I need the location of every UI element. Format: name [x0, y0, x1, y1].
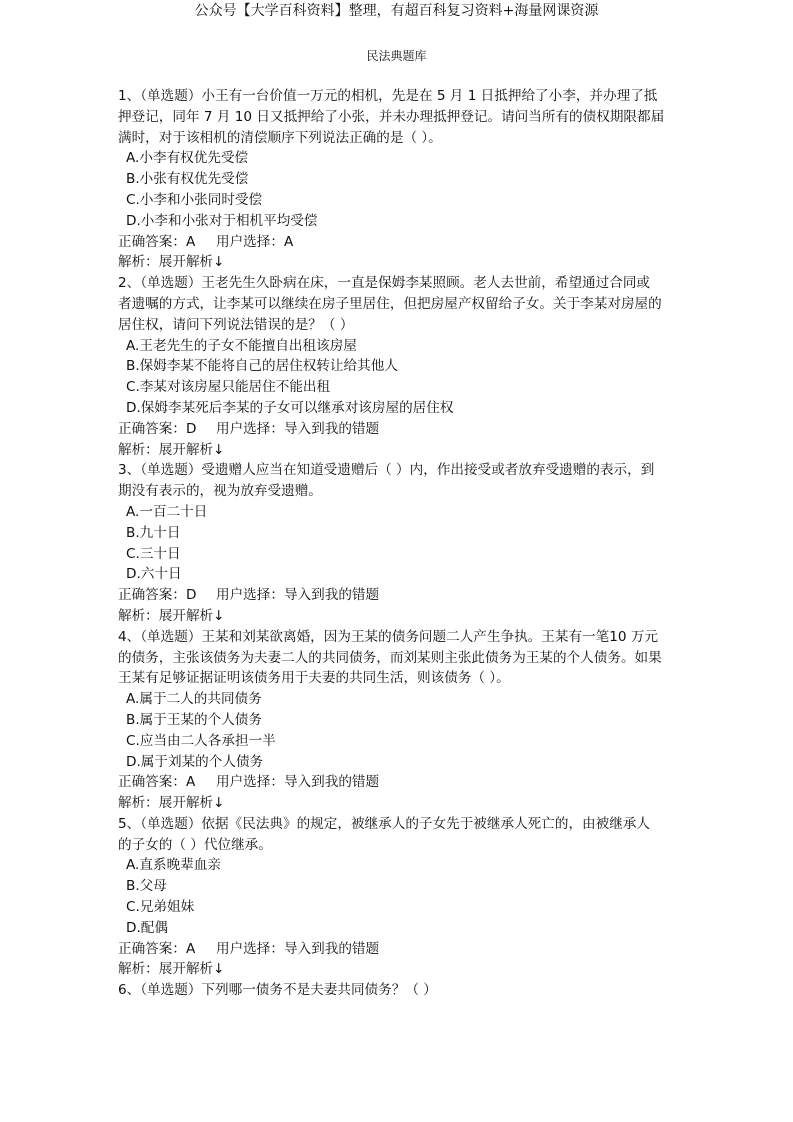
expand-analysis-link[interactable]: 解析：展开解析↓	[118, 961, 225, 978]
answer-option: C.三十日	[126, 545, 181, 562]
question-stem: 王某有足够证据证明该债务用于夫妻的共同生活，则该债务（ ）。	[118, 670, 510, 687]
answer-option: B.父母	[126, 878, 167, 895]
user-choice: 用户选择：导入到我的错题	[216, 587, 380, 604]
answer-row	[118, 585, 688, 606]
answer-option: A.小李有权优先受偿	[126, 150, 249, 167]
user-choice: 用户选择：导入到我的错题	[216, 774, 380, 791]
document-title: 民法典题库	[366, 49, 427, 63]
page-header: 公众号【大学百科资料】整理，有超百科复习资料+海量网课资源	[194, 3, 599, 19]
answer-row	[118, 232, 688, 253]
question-stem: 的债务，主张该债务为夫妻二人的共同债务，而刘某则主张此债务为王某的个人债务。如果	[118, 649, 662, 666]
answer-option: A.王老先生的子女不能擅自出租该房屋	[126, 337, 357, 354]
answer-option: A.属于二人的共同债务	[126, 691, 262, 708]
answer-row	[118, 772, 688, 793]
expand-analysis-link[interactable]: 解析：展开解析↓	[118, 795, 225, 812]
question-stem: 居住权，请问下列说法错误的是？（ ）	[118, 316, 354, 333]
answer-option: B.保姆李某不能将自己的居住权转让给其他人	[126, 358, 398, 375]
answer-option: C.应当由二人各承担一半	[126, 732, 276, 749]
answer-option: D.小李和小张对于相机平均受偿	[126, 212, 318, 229]
answer-option: C.李某对该房屋只能居住不能出租	[126, 379, 331, 396]
question-stem: 期没有表示的，视为放弃受遗赠。	[118, 483, 322, 500]
question-stem: 2、（单选题）王老先生久卧病在床，一直是保姆李某照顾。老人去世前，希望通过合同或	[118, 275, 651, 292]
answer-row	[118, 939, 688, 960]
question-stem: 的子女的（ ）代位继承。	[118, 836, 272, 853]
question-5	[118, 814, 688, 980]
correct-answer: 正确答案：A	[118, 940, 196, 957]
expand-analysis-link[interactable]: 解析：展开解析↓	[118, 441, 225, 458]
answer-option: B.九十日	[126, 524, 181, 541]
answer-option: C.兄弟姐妹	[126, 899, 195, 916]
question-4	[118, 627, 688, 814]
user-choice: 用户选择：导入到我的错题	[216, 420, 380, 437]
correct-answer: 正确答案：D	[118, 587, 197, 604]
answer-option: D.六十日	[126, 566, 182, 583]
correct-answer: 正确答案：A	[118, 233, 196, 250]
question-stem: 押登记，同年 7 月 10 日又抵押给了小张，并未办理抵押登记。请问当所有的债权期限都届	[118, 108, 665, 125]
question-stem: 3、（单选题）受遗赠人应当在知道受遗赠后（ ）内，作出接受或者放弃受遗赠的表示，到	[118, 462, 655, 479]
answer-option: A.直系晚辈血亲	[126, 857, 221, 874]
question-stem: 5、（单选题）依据《民法典》的规定，被继承人的子女先于被继承人死亡的，由被继承人	[118, 815, 651, 832]
question-1	[118, 86, 688, 273]
answer-row	[118, 419, 688, 440]
question-2	[118, 273, 688, 460]
user-choice: 用户选择：A	[216, 233, 294, 250]
answer-option: D.保姆李某死后李某的子女可以继承对该房屋的居住权	[126, 399, 454, 416]
expand-analysis-link[interactable]: 解析：展开解析↓	[118, 254, 225, 271]
answer-option: D.属于刘某的个人债务	[126, 753, 264, 770]
question-3	[118, 460, 688, 626]
question-stem: 4、（单选题）王某和刘某欲离婚，因为王某的债务问题二人产生争执。王某有一笔10 万元	[118, 628, 659, 645]
correct-answer: 正确答案：A	[118, 774, 196, 791]
user-choice: 用户选择：导入到我的错题	[216, 940, 380, 957]
question-stem: 6、（单选题）下列哪一债务不是夫妻共同债务？（ ）	[118, 982, 437, 999]
question-stem: 满时，对于该相机的清偿顺序下列说法正确的是（ ）。	[118, 129, 442, 146]
question-stem: 者遗嘱的方式，让李某可以继续在房子里居住，但把房屋产权留给子女。关于李某对房屋的	[118, 295, 662, 312]
answer-option: C.小李和小张同时受偿	[126, 191, 263, 208]
correct-answer: 正确答案：D	[118, 420, 197, 437]
question-list	[118, 86, 688, 1001]
question-6	[118, 980, 688, 1001]
answer-option: D.配偶	[126, 919, 168, 936]
answer-option: B.小张有权优先受偿	[126, 171, 249, 188]
answer-option: B.属于王某的个人债务	[126, 711, 262, 728]
expand-analysis-link[interactable]: 解析：展开解析↓	[118, 607, 225, 624]
answer-option: A.一百二十日	[126, 503, 208, 520]
question-stem: 1、（单选题）小王有一台价值一万元的相机，先是在 5 月 1 日抵押给了小李，并办理了抵	[118, 88, 658, 104]
